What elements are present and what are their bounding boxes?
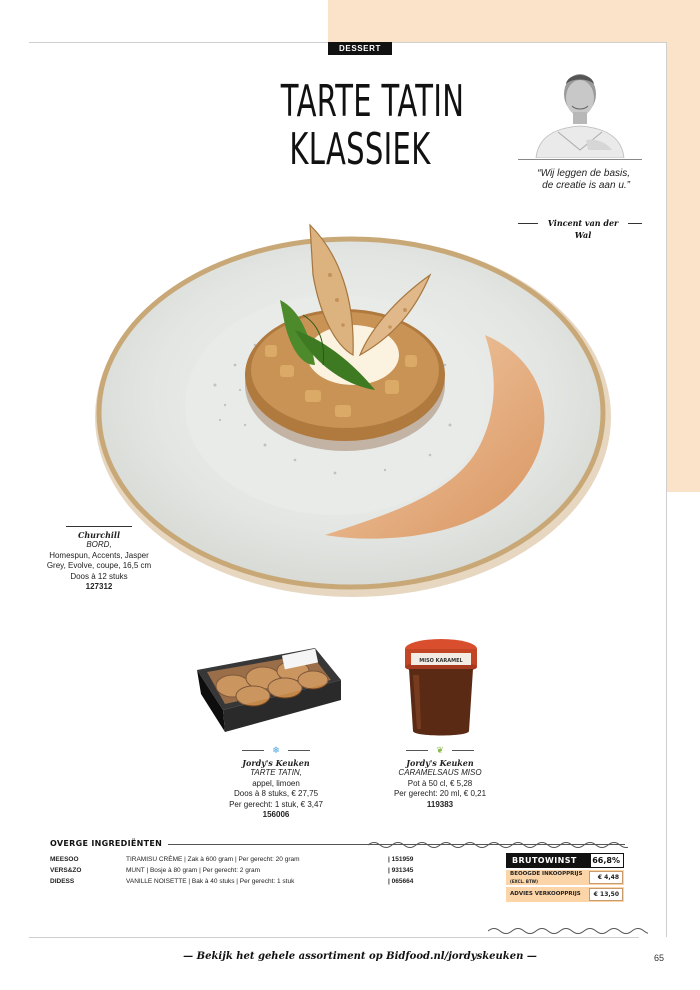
product-pack: Doos à 8 stuks, € 27,75 bbox=[233, 789, 319, 798]
product-pack: Pot à 50 cl, € 5,28 bbox=[407, 778, 473, 788]
product-brand: Jordy's Keuken bbox=[406, 758, 474, 768]
ingredient-supplier: MEESOO bbox=[50, 856, 79, 863]
page-number: 65 bbox=[654, 953, 665, 963]
product-mark bbox=[380, 744, 500, 756]
plate-article-code: 127312 bbox=[85, 582, 113, 591]
decorative-wave-bottom bbox=[488, 926, 648, 936]
page-title bbox=[280, 76, 465, 175]
purchase-price-row bbox=[506, 870, 624, 885]
product-caramelsaus bbox=[380, 744, 500, 810]
purchase-price-value: € 4,48 bbox=[589, 871, 623, 884]
rule-right bbox=[628, 223, 642, 224]
chef-photo bbox=[528, 58, 632, 158]
caramel-miso-jar-photo bbox=[401, 635, 481, 740]
ingredient-description: TIRAMISU CRÈME | Zak à 600 gram | Per gerecht: 20 gram bbox=[126, 856, 300, 863]
category-tag: DESSERT bbox=[328, 42, 392, 55]
product-article-code: 156006 bbox=[262, 810, 290, 819]
gross-profit-label: BRUTOWINST bbox=[506, 853, 590, 868]
profit-box bbox=[506, 853, 624, 902]
dessert-plate-photo bbox=[85, 215, 615, 615]
decorative-peach-band bbox=[328, 0, 700, 42]
product-mark bbox=[216, 744, 336, 756]
ingredient-description: MUNT | Bosje à 80 gram | Per gerecht: 2 gram bbox=[126, 867, 261, 874]
advice-price-label: ADVIES VERKOOPPRIJS bbox=[510, 891, 581, 897]
jar-label: MISO KARAMEL bbox=[419, 658, 463, 664]
product-name-sub: appel, limoen bbox=[252, 778, 300, 788]
advice-price-row bbox=[506, 887, 624, 902]
chef-name: Vincent van der Wal bbox=[547, 218, 619, 240]
footer-link-text: — Bekijk het gehele assortiment op Bidfood.nl/jordyskeuken — bbox=[183, 951, 537, 962]
decorative-wave bbox=[368, 840, 628, 850]
ingredient-description: VANILLE NOISETTE | Bak à 40 stuks | Per gerecht: 1 stuk bbox=[126, 878, 295, 885]
ingredient-code: | 065664 bbox=[388, 878, 414, 885]
bottom-divider bbox=[29, 937, 639, 938]
ingredient-code: | 151959 bbox=[388, 856, 414, 863]
plate-description: Homespun, Accents, Jasper Grey, Evolve, coupe, 16,5 cm bbox=[46, 550, 152, 570]
product-article-code: 119383 bbox=[426, 799, 454, 809]
product-tarte-tatin bbox=[216, 744, 336, 821]
title-line-2: KLASSIEK bbox=[289, 124, 431, 175]
product-name: CARAMELSAUS MISO bbox=[398, 768, 482, 777]
plate-info bbox=[44, 526, 154, 593]
gross-profit-row bbox=[506, 853, 624, 868]
plate-info-rule bbox=[66, 526, 132, 527]
title-line-1: TARTE TATIN bbox=[280, 76, 465, 127]
ingredients-title: OVERGE INGREDIËNTEN bbox=[50, 838, 168, 850]
ingredient-supplier: DIDESS bbox=[50, 878, 75, 885]
ingredient-code: | 931345 bbox=[388, 867, 414, 874]
product-name: TARTE TATIN, bbox=[250, 768, 302, 777]
product-brand: Jordy's Keuken bbox=[242, 758, 310, 768]
chef-divider bbox=[518, 159, 642, 160]
gross-profit-value: 66,8% bbox=[590, 853, 624, 868]
snowflake-icon: ❄ bbox=[272, 745, 280, 755]
chef-quote: “Wij leggen de basis, de creatie is aan u.” bbox=[537, 168, 630, 191]
leaf-icon: ❦ bbox=[436, 745, 444, 755]
plate-name: BORD, bbox=[86, 540, 112, 549]
advice-price-value: € 13,50 bbox=[589, 888, 623, 901]
product-per-serving: Per gerecht: 20 ml, € 0,21 bbox=[393, 789, 487, 798]
decorative-peach-side bbox=[667, 0, 700, 492]
product-per-serving: Per gerecht: 1 stuk, € 3,47 bbox=[229, 799, 323, 809]
tarte-tatin-tray-photo bbox=[193, 640, 345, 740]
ingredient-supplier: VERS&ZO bbox=[50, 867, 82, 874]
plate-brand: Churchill bbox=[77, 530, 121, 540]
purchase-price-label: BEOOGDE INKOOPPRIJS (EXCL. BTW) bbox=[510, 871, 583, 884]
plate-pack: Doos à 12 stuks bbox=[70, 571, 128, 581]
